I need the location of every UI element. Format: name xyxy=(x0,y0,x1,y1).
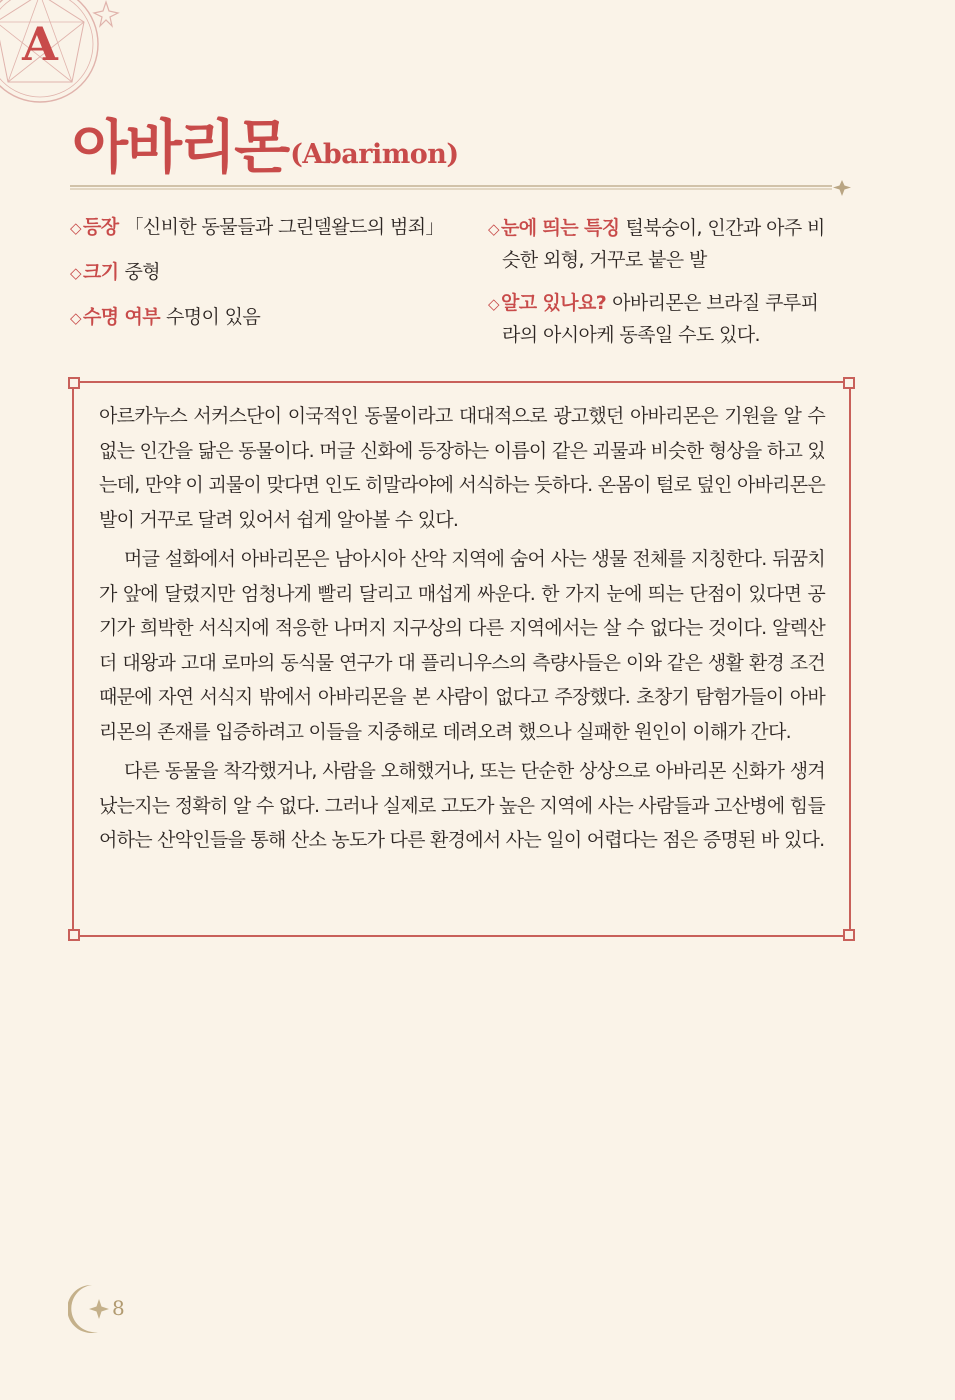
title-english: (Abarimon) xyxy=(290,139,459,170)
sparkle-icon xyxy=(89,1299,109,1319)
meta-value-continued: 슷한 외형, 거꾸로 붙은 발 xyxy=(502,249,707,271)
meta-label: 알고 있나요? xyxy=(500,292,607,314)
box-corner xyxy=(68,377,80,389)
meta-value: 중형 xyxy=(124,261,160,283)
box-corner xyxy=(68,929,80,941)
page-number: 8 xyxy=(112,1296,125,1320)
box-corner xyxy=(843,377,855,389)
meta-label: 수명 여부 xyxy=(82,306,160,328)
diamond-bullet-icon: ◇ xyxy=(70,219,81,237)
meta-value: 「신비한 동물들과 그린델왈드의 범죄」 xyxy=(124,216,444,238)
box-corner xyxy=(843,929,855,941)
meta-label: 크기 xyxy=(82,261,119,283)
meta-size xyxy=(70,257,160,289)
meta-label: 등장 xyxy=(82,216,119,238)
meta-value: 털북숭이, 인간과 아주 비 xyxy=(625,217,825,239)
diamond-bullet-icon: ◇ xyxy=(488,220,499,238)
body-paragraph: 아르카누스 서커스단이 이국적인 동물이라고 대대적으로 광고했던 아바리몬은 기원을 알 수 없는 인간을 닮은 동물이다. 머글 신화에 등장하는 이름이 같은 괴물과 비슷한 형상을 하고 있는데, 만약 이 괴물이 맞다면 인도 히말라야에 서식하는 듯하다. 온몸이 털로 덮인 아바리몬은 발이 거꾸로 달려 있어서 쉽게 알아볼 수 있다. xyxy=(99,405,825,531)
meta-value-continued: 라의 아시아케 동족일 수도 있다. xyxy=(502,324,761,346)
meta-label: 눈에 띄는 특징 xyxy=(500,217,620,239)
body-paragraph: 머글 설화에서 아바리몬은 남아시아 산악 지역에 숨어 사는 생물 전체를 지칭한다. 뒤꿈치가 앞에 달렸지만 엄청나게 빨리 달리고 매섭게 싸운다. 한 가지 눈에 띄는 단점이 있다면 공기가 희박한 서식지에 적응한 나머지 지구상의 다른 지역에서는 살 수 없다는 것이다. 알렉산더 대왕과 고대 로마의 동식물 연구가 대 플리니우스의 측량사들은 이와 같은 생활 환경 조건 때문에 자연 서식지 밖에서 아바리몬을 본 사람이 없다고 주장했다. 초창기 탐험가들이 아바리몬의 존재를 입증하려고 이들을 지중해로 데려오려 했으나 실패한 원인이 이해가 간다. xyxy=(99,548,825,743)
page-number-ornament xyxy=(68,1282,138,1336)
body-paragraph: 다른 동물을 착각했거나, 사람을 오해했거나, 또는 단순한 상상으로 아바리몬 신화가 생겨났는지는 정확히 알 수 없다. 그러나 실제로 고도가 높은 지역에 사는 사람들과 고산병에 힘들어하는 산악인들을 통해 산소 농도가 다른 환경에서 사는 일이 어렵다는 점은 증명된 바 있다. xyxy=(99,760,825,851)
meta-value: 아바리몬은 브라질 쿠루피 xyxy=(612,292,819,314)
diamond-bullet-icon: ◇ xyxy=(70,309,81,327)
title-korean: 아바리몬 xyxy=(72,113,289,181)
diamond-bullet-icon: ◇ xyxy=(70,264,81,282)
meta-value: 수명이 있음 xyxy=(165,306,261,328)
page-title xyxy=(72,113,459,181)
meta-did-you-know xyxy=(488,288,818,351)
meta-appearance xyxy=(70,212,444,244)
meta-lifespan xyxy=(70,302,260,334)
description-box xyxy=(72,381,851,937)
chapter-letter: A xyxy=(22,17,58,71)
crescent-moon-icon xyxy=(68,1282,118,1336)
title-divider xyxy=(70,180,855,196)
sparkle-icon xyxy=(833,180,851,196)
diamond-bullet-icon: ◇ xyxy=(488,295,499,313)
star-icon xyxy=(94,2,118,26)
chapter-letter-emblem xyxy=(0,0,125,110)
meta-feature xyxy=(488,213,825,276)
